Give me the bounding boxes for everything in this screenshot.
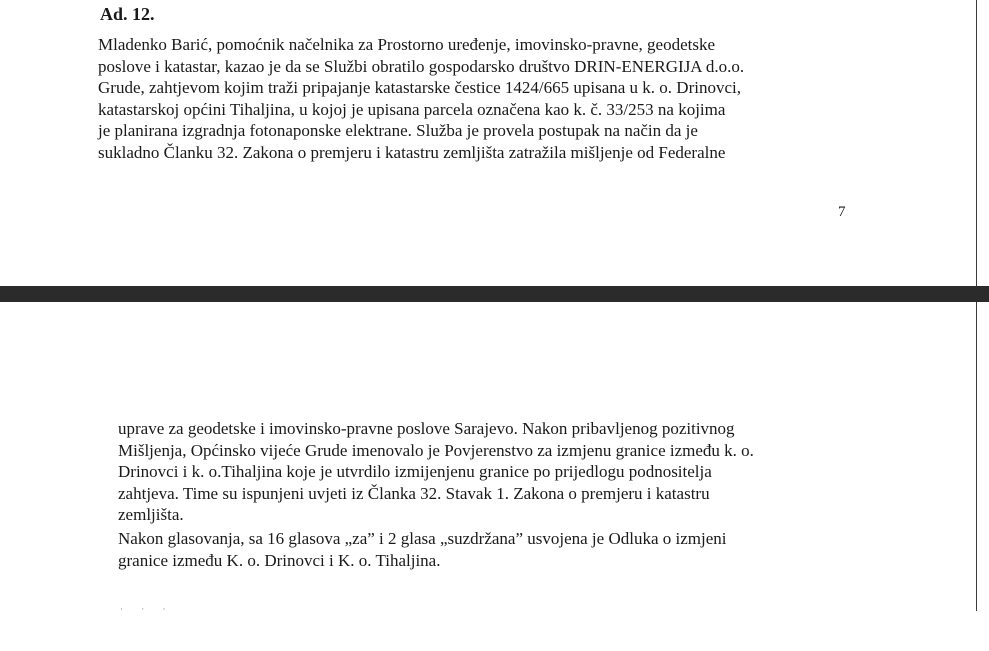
section-heading: Ad. 12. — [100, 4, 155, 24]
paragraph-vote-result — [118, 528, 754, 571]
text-line: sukladno Članku 32. Zakona o premjeru i katastru zemljišta zatražila mišljenje od Federalne — [98, 142, 726, 162]
text-line: granice između K. o. Drinovci i K. o. Tihaljina. — [118, 550, 441, 570]
text-line: Drinovci i k. o.Tihaljina koje je utvrdilo izmijenjenu granice po prijedlogu podnositelja — [118, 462, 712, 482]
text-line: poslove i katastar, kazao je da se Službi obratilo gospodarsko društvo DRIN-ENERGIJA d.o.o. — [98, 56, 745, 76]
text-line: zemljišta. — [118, 505, 184, 525]
paragraph-continuation — [118, 418, 754, 571]
page-separator — [0, 286, 989, 302]
paragraph-intro — [98, 34, 744, 164]
text-line: je planirana izgradnja fotonaponske elektrane. Služba je provela postupak na način da je — [98, 121, 698, 141]
document-page-top — [0, 0, 989, 286]
page-edge — [976, 302, 977, 611]
text-line: Nakon glasovanja, sa 16 glasova „za” i 2 glasa „suzdržana” usvojena je Odluka o izmjeni — [118, 528, 727, 548]
text-line: Mišljenja, Općinsko vijeće Grude imenovalo je Povjerenstvo za izmjenu granice između k. o. — [118, 440, 754, 460]
text-line: katastarskoj općini Tihaljina, u kojoj je upisana parcela označena kao k. č. 33/253 na kojima — [98, 99, 726, 119]
page-number: 7 — [838, 204, 846, 220]
text-line: Grude, zahtjevom kojim traži pripajanje katastarske čestice 1424/665 upisana u k. o. Drinovci, — [98, 78, 741, 98]
text-line: zahtjeva. Time su ispunjeni uvjeti iz Članka 32. Stavak 1. Zakona o premjeru i katastru — [118, 483, 710, 503]
text-line: Mladenko Barić, pomoćnik načelnika za Prostorno uređenje, imovinsko-pravne, geodetske — [98, 35, 716, 54]
scan-specks: · · · — [120, 604, 174, 614]
page-edge — [976, 0, 977, 286]
text-line: uprave za geodetske i imovinsko-pravne poslove Sarajevo. Nakon pribavljenog pozitivnog — [118, 419, 735, 438]
